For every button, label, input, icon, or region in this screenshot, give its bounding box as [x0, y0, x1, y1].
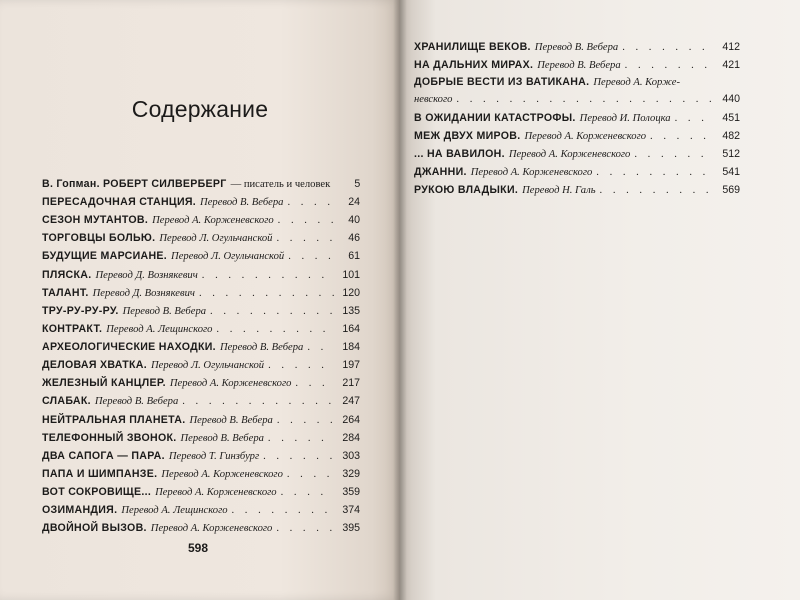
entry-title: НЕЙТРАЛЬНАЯ ПЛАНЕТА. — [42, 413, 186, 426]
entry-translator: Перевод И. Полоцка — [579, 112, 671, 124]
toc-entry — [42, 357, 360, 373]
entry-translator: Перевод В. Вебера — [122, 305, 207, 317]
toc-entry — [42, 394, 360, 410]
entry-translator: Перевод В. Вебера — [200, 196, 284, 208]
toc-entry — [414, 146, 740, 162]
entry-translator-continued: невского — [414, 94, 453, 106]
entry-page-number: 164 — [342, 322, 360, 335]
entry-title: ТОРГОВЦЫ БОЛЬЮ. — [42, 232, 156, 245]
entry-title: МЕЖ ДВУХ МИРОВ. — [414, 129, 521, 142]
entry-title: ЖЕЛЕЗНЫЙ КАНЦЛЕР. — [42, 377, 166, 390]
toc-list-right — [414, 39, 740, 201]
entry-translator: Перевод В. Вебера — [537, 60, 621, 72]
entry-page-number: 482 — [722, 129, 740, 142]
entry-page-number: 197 — [342, 359, 360, 372]
dot-leader — [634, 147, 714, 162]
entry-translator: Перевод Д. Вознякевич — [95, 269, 198, 281]
toc-entry — [42, 339, 360, 355]
entry-page-number: 40 — [348, 214, 360, 227]
toc-entry — [42, 484, 360, 500]
entry-page-number: 61 — [348, 250, 360, 263]
entry-page-number: 5 — [354, 177, 361, 190]
entry-page-number: 284 — [342, 431, 360, 444]
entry-translator: Перевод В. Вебера — [180, 432, 264, 444]
toc-entry — [42, 321, 360, 337]
dot-leader — [287, 467, 334, 482]
dot-leader — [600, 183, 714, 198]
toc-entry — [42, 503, 360, 519]
entry-translator: Перевод А. Корженевского — [152, 215, 274, 227]
entry-title: ДВА САПОГА — ПАРА. — [42, 449, 165, 462]
entry-page-number: 46 — [348, 232, 360, 245]
dot-leader — [263, 449, 334, 464]
entry-translator: Перевод В. Вебера — [219, 342, 304, 354]
toc-entry — [42, 430, 360, 446]
dot-leader — [307, 340, 334, 355]
toc-entry — [414, 75, 740, 107]
toc-entry — [42, 448, 360, 464]
entry-translator: Перевод Л. Огульчанской — [159, 233, 273, 245]
toc-entry — [42, 412, 360, 428]
entry-title: СЛАБАК. — [42, 395, 91, 408]
entry-translator: Перевод А. Корженевского — [524, 130, 647, 142]
entry-translator: Перевод В. Вебера — [94, 396, 179, 408]
book-gutter — [393, 0, 407, 600]
entry-page-number: 24 — [348, 195, 360, 208]
entry-page-number: 264 — [342, 413, 360, 426]
entry-subtitle: — писатель и человек — [230, 178, 331, 190]
toc-entry — [42, 212, 360, 228]
entry-translator: Перевод Д. Вознякевич — [92, 287, 195, 299]
dot-leader — [625, 58, 714, 73]
entry-translator: Перевод Л. Огульчанской — [171, 251, 285, 263]
entry-title: В. Гопман. РОБЕРТ СИЛВЕРБЕРГ — [42, 177, 227, 190]
entry-title: В ОЖИДАНИИ КАТАСТРОФЫ. — [414, 111, 576, 124]
entry-translator: Перевод В. Вебера — [189, 414, 273, 426]
entry-page-number: 512 — [722, 147, 740, 160]
entry-page-number: 135 — [342, 304, 360, 317]
entry-translator: Перевод А. Лещинского — [106, 323, 213, 335]
page-number: 598 — [188, 541, 209, 555]
dot-leader — [456, 92, 714, 107]
dot-leader — [210, 304, 334, 319]
toc-entry — [42, 230, 360, 246]
toc-entry — [42, 176, 360, 192]
entry-page-number: 359 — [342, 486, 360, 499]
entry-translator: Перевод Н. Галь — [522, 185, 596, 197]
entry-title: ПАПА И ШИМПАНЗЕ. — [42, 468, 158, 481]
toc-entry — [414, 128, 740, 144]
dot-leader — [277, 413, 334, 428]
entry-title: ПЛЯСКА. — [42, 268, 92, 281]
entry-translator: Перевод А. Корженевского — [169, 378, 292, 390]
entry-translator: Перевод Т. Гинзбург — [168, 450, 260, 462]
toc-entry — [414, 164, 740, 180]
entry-title: ДВОЙНОЙ ВЫЗОВ. — [42, 522, 147, 535]
entry-page-number: 329 — [342, 468, 360, 481]
entry-page-number: 217 — [342, 377, 360, 390]
dot-leader — [295, 376, 334, 391]
dot-leader — [650, 129, 714, 144]
dot-leader — [268, 431, 334, 446]
dot-leader — [596, 165, 714, 180]
entry-translator: Перевод Л. Огульчанской — [150, 360, 265, 372]
entry-title: КОНТРАКТ. — [42, 322, 103, 335]
entry-translator: Перевод А. Корженевского — [508, 148, 631, 160]
dot-leader — [232, 503, 335, 518]
dot-leader — [281, 485, 334, 500]
toc-entry — [42, 249, 360, 265]
entry-title: АРХЕОЛОГИЧЕСКИЕ НАХОДКИ. — [42, 341, 216, 354]
entry-title: НА ДАЛЬНИХ МИРАХ. — [414, 59, 534, 72]
dot-leader — [268, 358, 334, 373]
entry-page-number: 374 — [342, 504, 360, 517]
toc-entry — [42, 267, 360, 283]
toc-entry — [414, 39, 740, 55]
entry-page-number: 120 — [342, 286, 360, 299]
entry-title: ДЕЛОВАЯ ХВАТКА. — [42, 359, 147, 372]
entry-title: ТАЛАНТ. — [42, 286, 89, 299]
entry-page-number: 569 — [722, 184, 740, 197]
entry-title: РУКОЮ ВЛАДЫКИ. — [414, 184, 519, 197]
dot-leader — [276, 231, 334, 246]
dot-leader — [202, 268, 334, 283]
entry-title: ТЕЛЕФОННЫЙ ЗВОНОК. — [42, 431, 177, 444]
entry-page-number: 303 — [342, 449, 360, 462]
dot-leader — [199, 286, 334, 301]
entry-translator: Перевод А. Корженевского — [150, 523, 273, 535]
entry-translator: Перевод А. Корженевского — [155, 487, 277, 499]
entry-title: ВОТ СОКРОВИЩЕ... — [42, 486, 152, 499]
entry-title: ... НА ВАВИЛОН. — [414, 147, 505, 160]
entry-page-number: 440 — [722, 93, 740, 106]
entry-title: ХРАНИЛИЩЕ ВЕКОВ. — [414, 41, 531, 53]
entry-page-number: 184 — [342, 341, 360, 354]
toc-entry — [414, 182, 740, 198]
toc-entry — [42, 285, 360, 301]
entry-translator: Перевод А. Корже- — [593, 77, 681, 89]
entry-title: ОЗИМАНДИЯ. — [42, 504, 118, 517]
entry-title: ТРУ-РУ-РУ-РУ. — [42, 304, 119, 317]
entry-title: СЕЗОН МУТАНТОВ. — [42, 214, 149, 227]
toc-entry — [42, 521, 360, 537]
toc-entry — [42, 376, 360, 392]
page-title: Содержание — [131, 96, 269, 122]
toc-entry — [42, 194, 360, 210]
entry-page-number: 101 — [342, 268, 360, 281]
entry-title: БУДУЩИЕ МАРСИАНЕ. — [42, 250, 168, 263]
dot-leader — [276, 521, 334, 536]
dot-leader — [287, 195, 334, 210]
entry-title: ДОБРЫЕ ВЕСТИ ИЗ ВАТИКАНА. — [414, 76, 590, 89]
toc-entry — [414, 57, 740, 73]
entry-page-number: 451 — [722, 111, 740, 124]
entry-translator: Перевод В. Вебера — [534, 42, 619, 53]
entry-page-number: 247 — [342, 395, 360, 408]
dot-leader — [675, 111, 714, 126]
entry-continuation — [414, 92, 740, 107]
entry-page-number: 395 — [342, 522, 360, 535]
dot-leader — [278, 213, 334, 228]
dot-leader — [216, 322, 334, 337]
entry-page-number: 412 — [722, 41, 740, 53]
entry-page-number: 541 — [722, 166, 740, 179]
toc-entry — [414, 110, 740, 126]
toc-entry — [42, 466, 360, 482]
toc-list-left — [42, 176, 360, 539]
entry-translator: Перевод А. Корженевского — [470, 167, 593, 179]
entry-translator: Перевод А. Лещинского — [121, 505, 228, 517]
entry-page-number: 421 — [722, 59, 740, 72]
dot-leader — [182, 394, 334, 409]
dot-leader — [622, 40, 714, 55]
entry-title: ДЖАННИ. — [414, 166, 467, 179]
entry-title: ПЕРЕСАДОЧНАЯ СТАНЦИЯ. — [42, 195, 197, 208]
toc-entry — [42, 303, 360, 319]
entry-translator: Перевод А. Корженевского — [161, 469, 283, 481]
dot-leader — [288, 249, 334, 264]
